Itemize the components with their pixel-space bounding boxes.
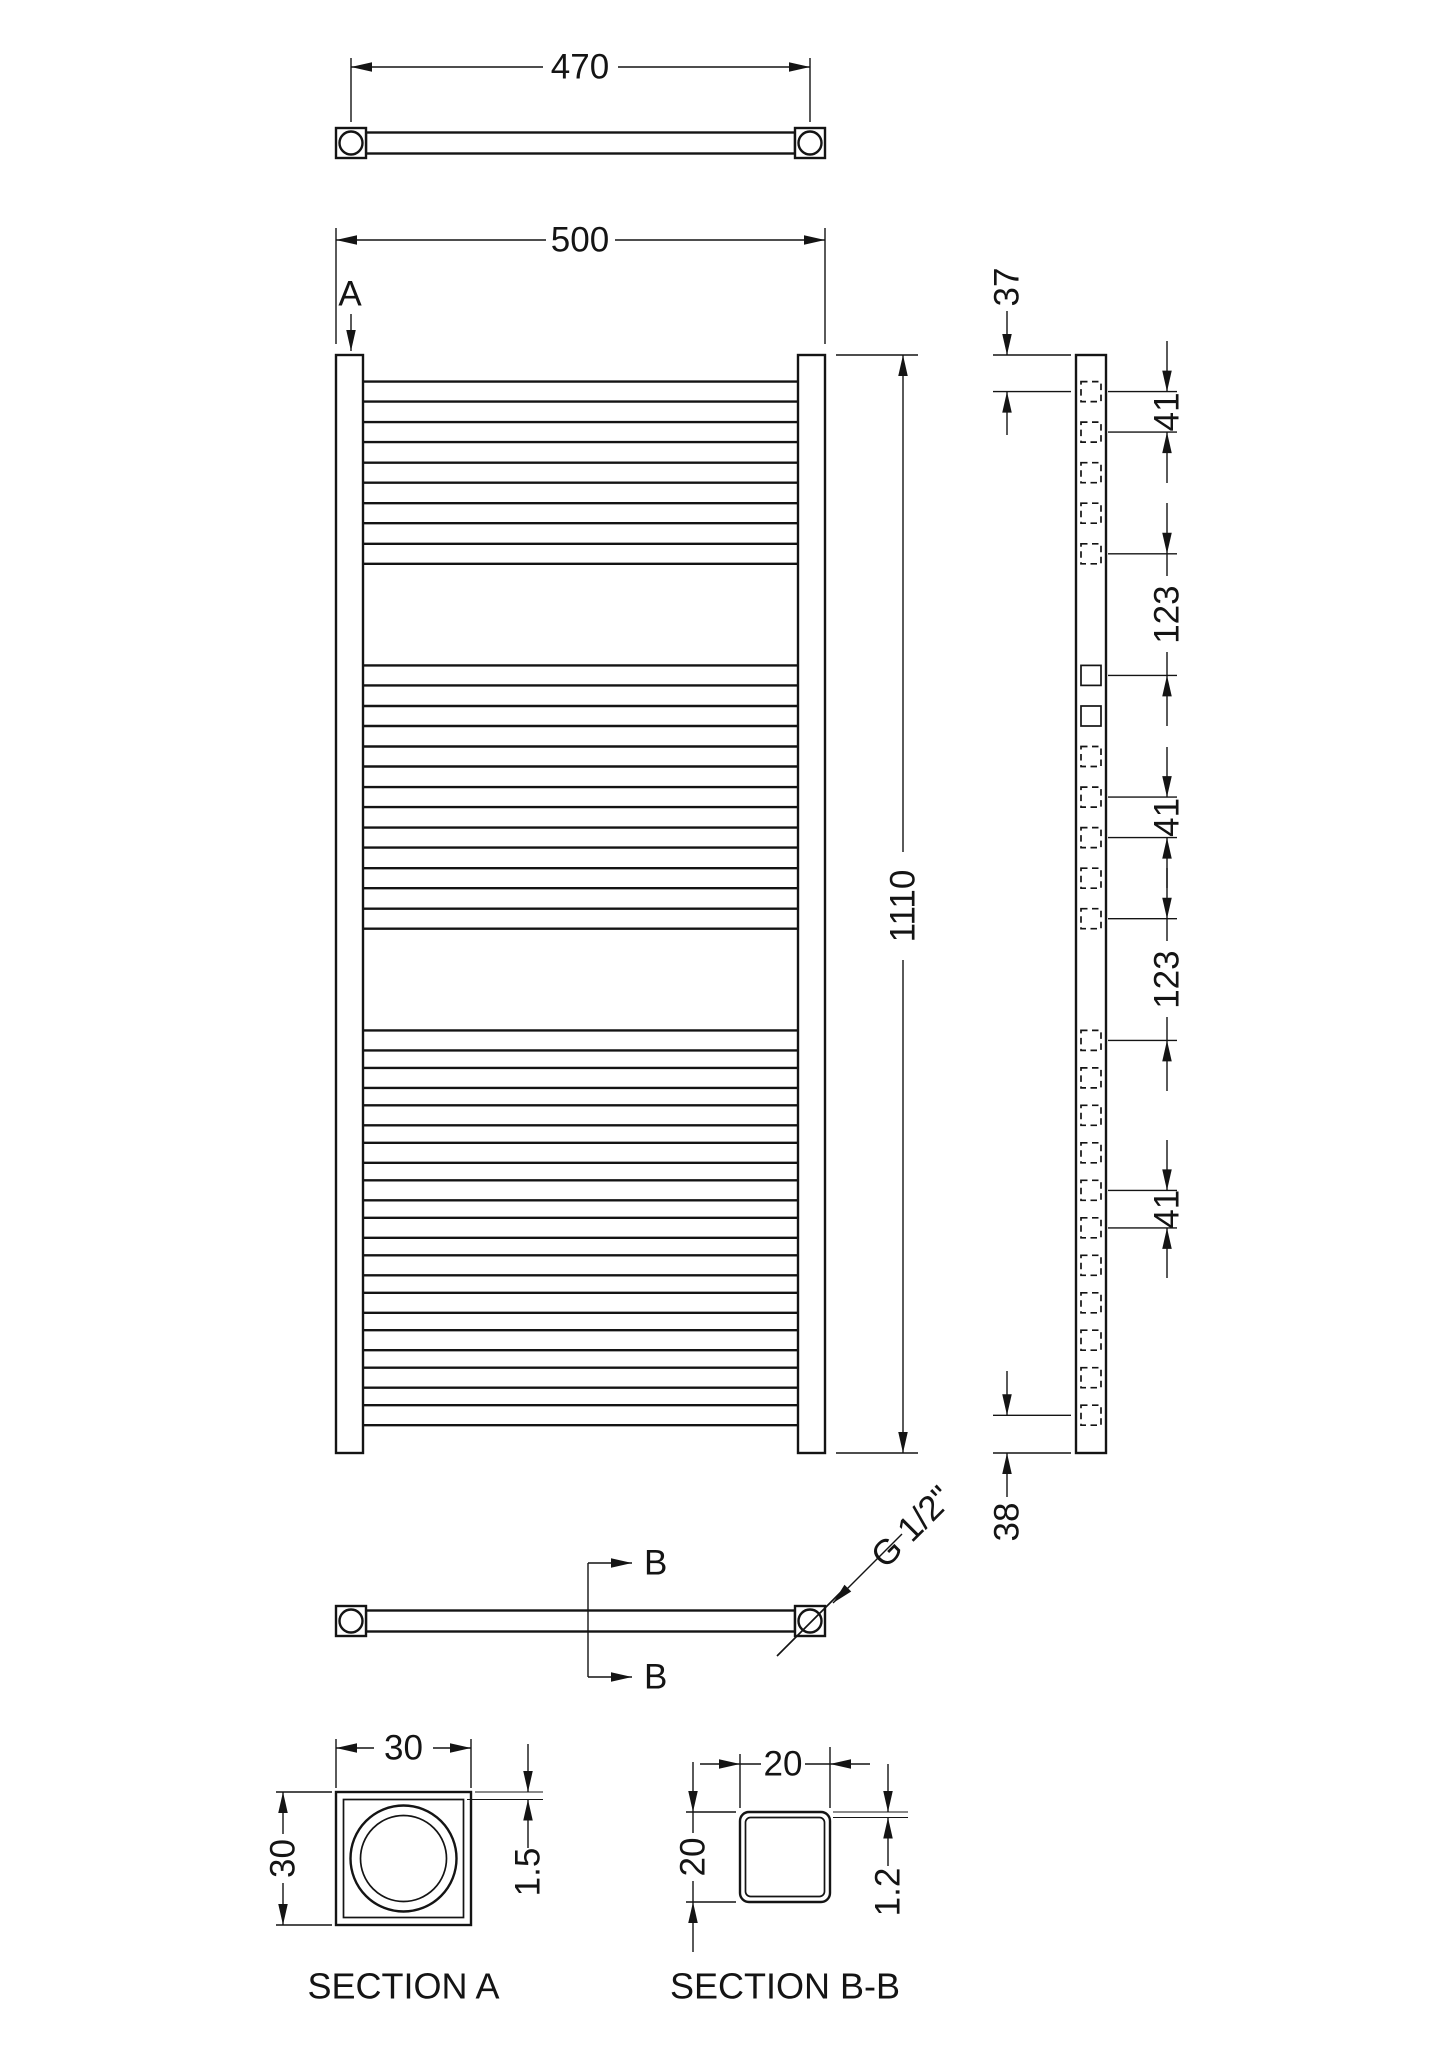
bottom-view <box>336 1479 960 1697</box>
dim-20-height <box>674 1762 737 1952</box>
dim-20-width-label: 20 <box>763 1744 803 1784</box>
front-view-tubes <box>363 382 798 1426</box>
dim-1110 <box>836 355 923 1453</box>
side-view <box>988 268 1187 1542</box>
dim-500-label: 500 <box>550 220 610 260</box>
dim-41-bottom-label: 41 <box>1147 1189 1187 1229</box>
dim-41-middle <box>1108 747 1187 888</box>
dim-123-upper-label: 123 <box>1147 585 1187 644</box>
top-view-crossbar <box>366 133 795 154</box>
dim-41-top <box>1108 341 1187 483</box>
dim-123-lower <box>1108 868 1187 1091</box>
dim-470-label: 470 <box>550 47 610 87</box>
connection-thread-label: G 1/2" <box>863 1478 961 1576</box>
front-view-left-rail <box>336 355 363 1453</box>
dim-123-upper <box>1108 503 1187 726</box>
top-view <box>336 48 825 159</box>
dim-1p2-wall-label: 1.2 <box>868 1867 908 1917</box>
dim-41-bottom <box>1108 1140 1187 1278</box>
dim-20-width <box>700 1745 870 1809</box>
dim-41-top-label: 41 <box>1147 392 1187 432</box>
section-b-title: SECTION B-B <box>669 1965 901 2007</box>
section-a-outer-profile <box>336 1792 471 1925</box>
section-b-view <box>670 1745 908 2007</box>
section-a-cutting-mark <box>338 275 362 352</box>
dim-30-height-label: 30 <box>263 1839 303 1878</box>
dim-30-width-label: 30 <box>384 1728 423 1768</box>
dim-41-middle-label: 41 <box>1147 797 1187 837</box>
dim-1p2-wall <box>833 1764 908 1916</box>
connection-callout <box>777 1479 960 1656</box>
dim-20-height-label: 20 <box>673 1837 713 1877</box>
section-b-arrow-bottom-label: B <box>644 1657 668 1697</box>
section-b-arrow-top-label: B <box>644 1543 668 1583</box>
front-view <box>336 221 923 1454</box>
bottom-view-crossbar <box>366 1611 795 1632</box>
dim-37 <box>988 268 1072 435</box>
section-a-title: SECTION A <box>307 1965 500 2007</box>
dim-30-height <box>264 1792 333 1925</box>
dim-30-width <box>336 1729 471 1789</box>
dim-37-label: 37 <box>987 267 1027 307</box>
dim-38-label: 38 <box>987 1502 1027 1542</box>
dim-38 <box>988 1371 1072 1541</box>
dim-470 <box>351 48 810 123</box>
section-b-outer-profile <box>740 1812 830 1902</box>
dim-123-lower-label: 123 <box>1147 950 1187 1009</box>
front-view-right-rail <box>798 355 825 1453</box>
dim-500 <box>336 221 825 345</box>
dim-1110-label: 1110 <box>883 869 923 943</box>
dim-1p5-wall <box>467 1744 548 1896</box>
section-a-arrow-label: A <box>338 274 362 314</box>
section-a-view <box>264 1729 548 2007</box>
dim-1p5-wall-label: 1.5 <box>508 1847 548 1897</box>
